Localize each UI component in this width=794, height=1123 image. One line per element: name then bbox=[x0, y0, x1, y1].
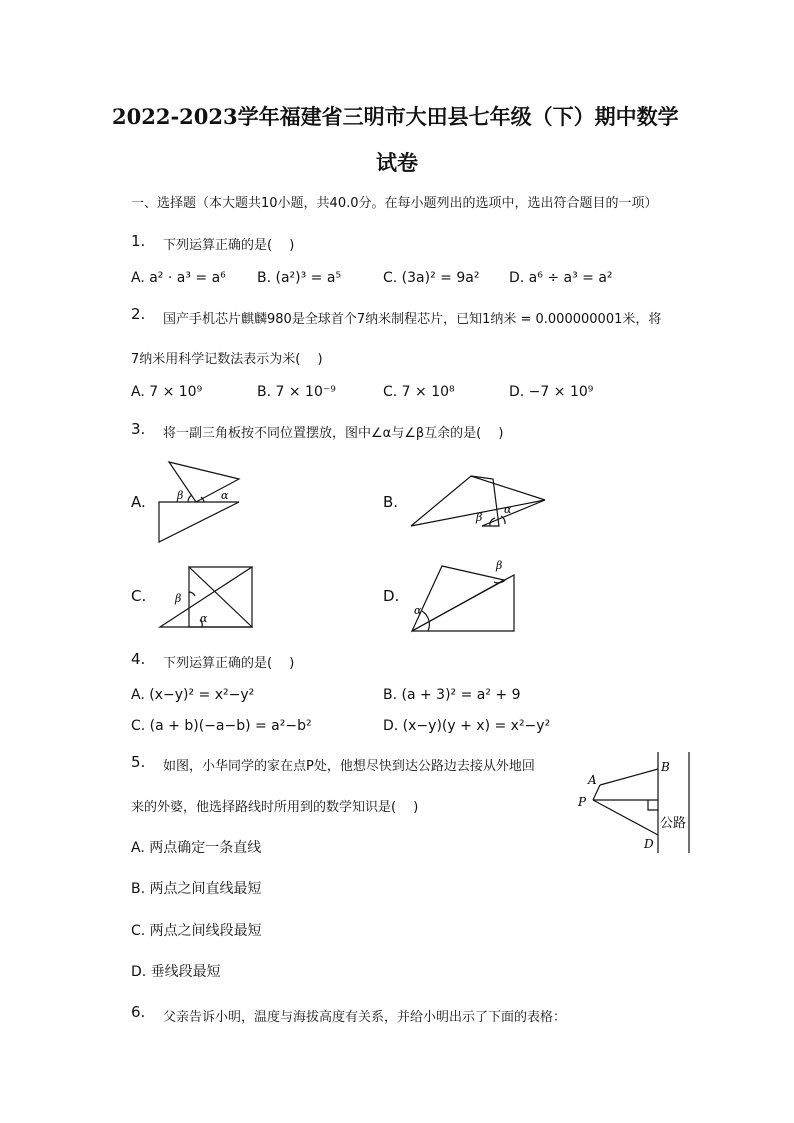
q5-option-d: D. 垂线段最短 bbox=[131, 964, 221, 980]
q5-option-c: C. 两点之间线段最短 bbox=[131, 923, 262, 939]
section-header: 一、选择题（本大题共10小题，共40.0分。在每小题列出的选项中，选出符合题目的一项） bbox=[131, 196, 658, 211]
q5-point-d: D bbox=[644, 837, 654, 851]
q4-option-c: C. (a + b)(−a−b) = a²−b² bbox=[131, 718, 312, 734]
q5-number: 5. bbox=[131, 753, 146, 771]
q5-option-a: A. 两点确定一条直线 bbox=[131, 840, 262, 856]
q3-figure-d bbox=[408, 555, 518, 635]
q3-number: 3. bbox=[131, 420, 146, 438]
q3-text: 将一副三角板按不同位置摆放，图中∠α与∠β互余的是( ) bbox=[163, 426, 504, 441]
q2-text-line-1: 国产手机芯片麒麟980是全球首个7纳米制程芯片，已知1纳米 = 0.000000001米，将 bbox=[163, 312, 662, 327]
q1-number: 1. bbox=[131, 232, 146, 250]
q3-b-beta: β bbox=[476, 511, 483, 524]
q3-b-alpha: α bbox=[504, 503, 512, 516]
q2-number: 2. bbox=[131, 305, 146, 323]
q3-figure-b bbox=[405, 470, 550, 532]
q3-d-alpha: α bbox=[414, 604, 422, 617]
q3-c-alpha: α bbox=[200, 612, 208, 625]
title-line-1: 2022-2023学年福建省三明市大田县七年级（下）期中数学 bbox=[112, 104, 679, 129]
q4-option-b: B. (a + 3)² = a² + 9 bbox=[383, 687, 521, 703]
q1-text: 下列运算正确的是( ) bbox=[163, 238, 295, 253]
q3-d-beta: β bbox=[496, 559, 503, 572]
q2-option-c: C. 7 × 10⁸ bbox=[383, 384, 455, 400]
q3-figure-c bbox=[155, 560, 255, 632]
q5-option-b: B. 两点之间直线最短 bbox=[131, 881, 262, 897]
q3-a-beta: β bbox=[177, 489, 184, 502]
q1-option-c: C. (3a)² = 9a² bbox=[383, 270, 480, 286]
q3-label-a: A. bbox=[131, 493, 146, 511]
q6-number: 6. bbox=[131, 1003, 146, 1021]
q1-option-a: A. a² · a³ = a⁶ bbox=[131, 270, 226, 286]
q3-label-c: C. bbox=[131, 587, 147, 605]
q3-c-beta: β bbox=[175, 592, 182, 605]
q2-option-b: B. 7 × 10⁻⁹ bbox=[257, 384, 336, 400]
q3-a-alpha: α bbox=[221, 489, 229, 502]
q2-option-a: A. 7 × 10⁹ bbox=[131, 384, 203, 400]
q3-label-d: D. bbox=[383, 587, 400, 605]
q3-figure-a bbox=[150, 455, 250, 547]
q5-point-b: B bbox=[661, 760, 670, 774]
q6-text: 父亲告诉小明，温度与海拔高度有关系，并给小明出示了下面的表格： bbox=[163, 1010, 567, 1025]
q5-text-line-1: 如图，小华同学的家在点P处，他想尽快到达公路边去接从外地回 bbox=[163, 759, 535, 774]
q1-option-b: B. (a²)³ = a⁵ bbox=[257, 270, 342, 286]
q5-figure bbox=[574, 750, 698, 856]
q3-label-b: B. bbox=[383, 493, 399, 511]
q5-point-a: A bbox=[588, 773, 597, 787]
q4-option-d: D. (x−y)(y + x) = x²−y² bbox=[383, 718, 551, 734]
q4-option-a: A. (x−y)² = x²−y² bbox=[131, 687, 255, 703]
q5-text-line-2: 来的外婆，他选择路线时所用到的数学知识是( ) bbox=[131, 800, 419, 815]
q2-option-d: D. −7 × 10⁹ bbox=[509, 384, 594, 400]
title-line-2: 试卷 bbox=[376, 150, 418, 175]
q1-option-d: D. a⁶ ÷ a³ = a² bbox=[509, 270, 613, 286]
q4-text: 下列运算正确的是( ) bbox=[163, 656, 295, 671]
q5-road-label: 公路 bbox=[660, 816, 687, 831]
q4-number: 4. bbox=[131, 650, 146, 668]
q5-point-p: P bbox=[578, 795, 587, 809]
q2-text-line-2: 7纳米用科学记数法表示为米( ) bbox=[131, 352, 323, 367]
